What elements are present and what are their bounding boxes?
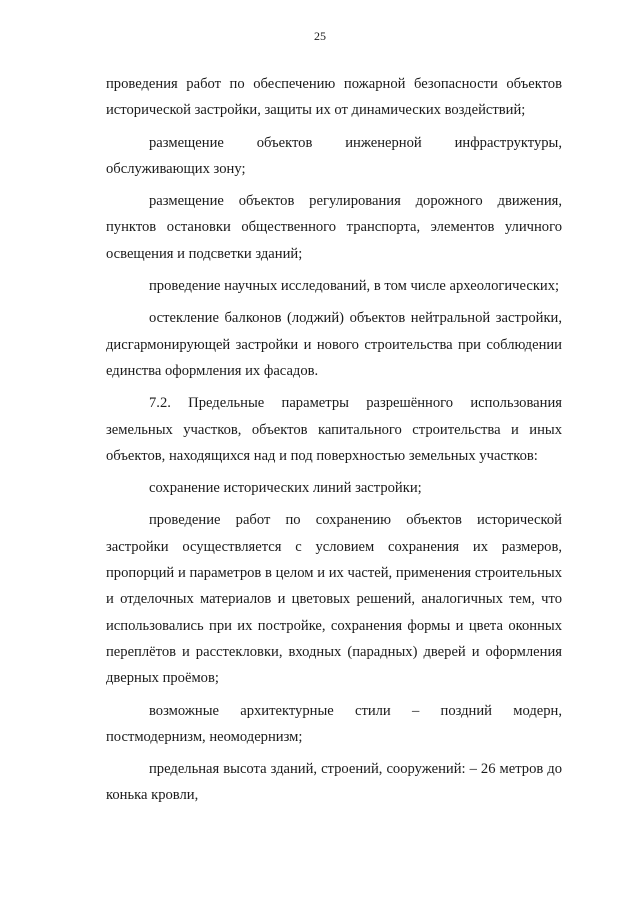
paragraph: сохранение исторических линий застройки;	[149, 480, 422, 497]
paragraph: размещение объектов инженерной инфраструктуры, обслуживающих зону;	[106, 134, 562, 177]
document-body	[106, 71, 562, 815]
paragraph: проведение научных исследований, в том числе археологических;	[149, 278, 560, 295]
paragraph: проведения работ по обеспечению пожарной безопасности объектов исторической застройки, защиты их от динамических воздействий;	[106, 76, 562, 119]
paragraph: предельная высота зданий, строений, сооружений: – 26 метров до конька кровли,	[106, 761, 562, 804]
section-heading-paragraph: 7.2. Предельные параметры разрешённого использования земельных участков, объектов капитального строительства и иных объектов, находящихся над и под поверхностью земельных участков:	[106, 395, 562, 464]
paragraph: проведение работ по сохранению объектов исторической застройки осуществляется с условием сохранения их размеров, пропорций и параметров в целом и их частей, применения строительных и отделочных материалов и цветовых решений, аналогичных тем, что использовались при их постройке, сохранения формы и цвета оконных переплётов и расстекловки, входных (парадных) дверей и оформления дверных проёмов;	[106, 512, 562, 687]
paragraph: возможные архитектурные стили – поздний модерн, постмодернизм, неомодернизм;	[106, 702, 562, 745]
page-number: 25	[314, 29, 326, 43]
paragraph: размещение объектов регулирования дорожного движения, пунктов остановки общественного транспорта, элементов уличного освещения и подсветки зданий;	[106, 193, 562, 262]
paragraph: остекление балконов (лоджий) объектов нейтральной застройки, дисгармонирующей застройки и нового строительства при соблюдении единства оформления их фасадов.	[106, 310, 562, 379]
